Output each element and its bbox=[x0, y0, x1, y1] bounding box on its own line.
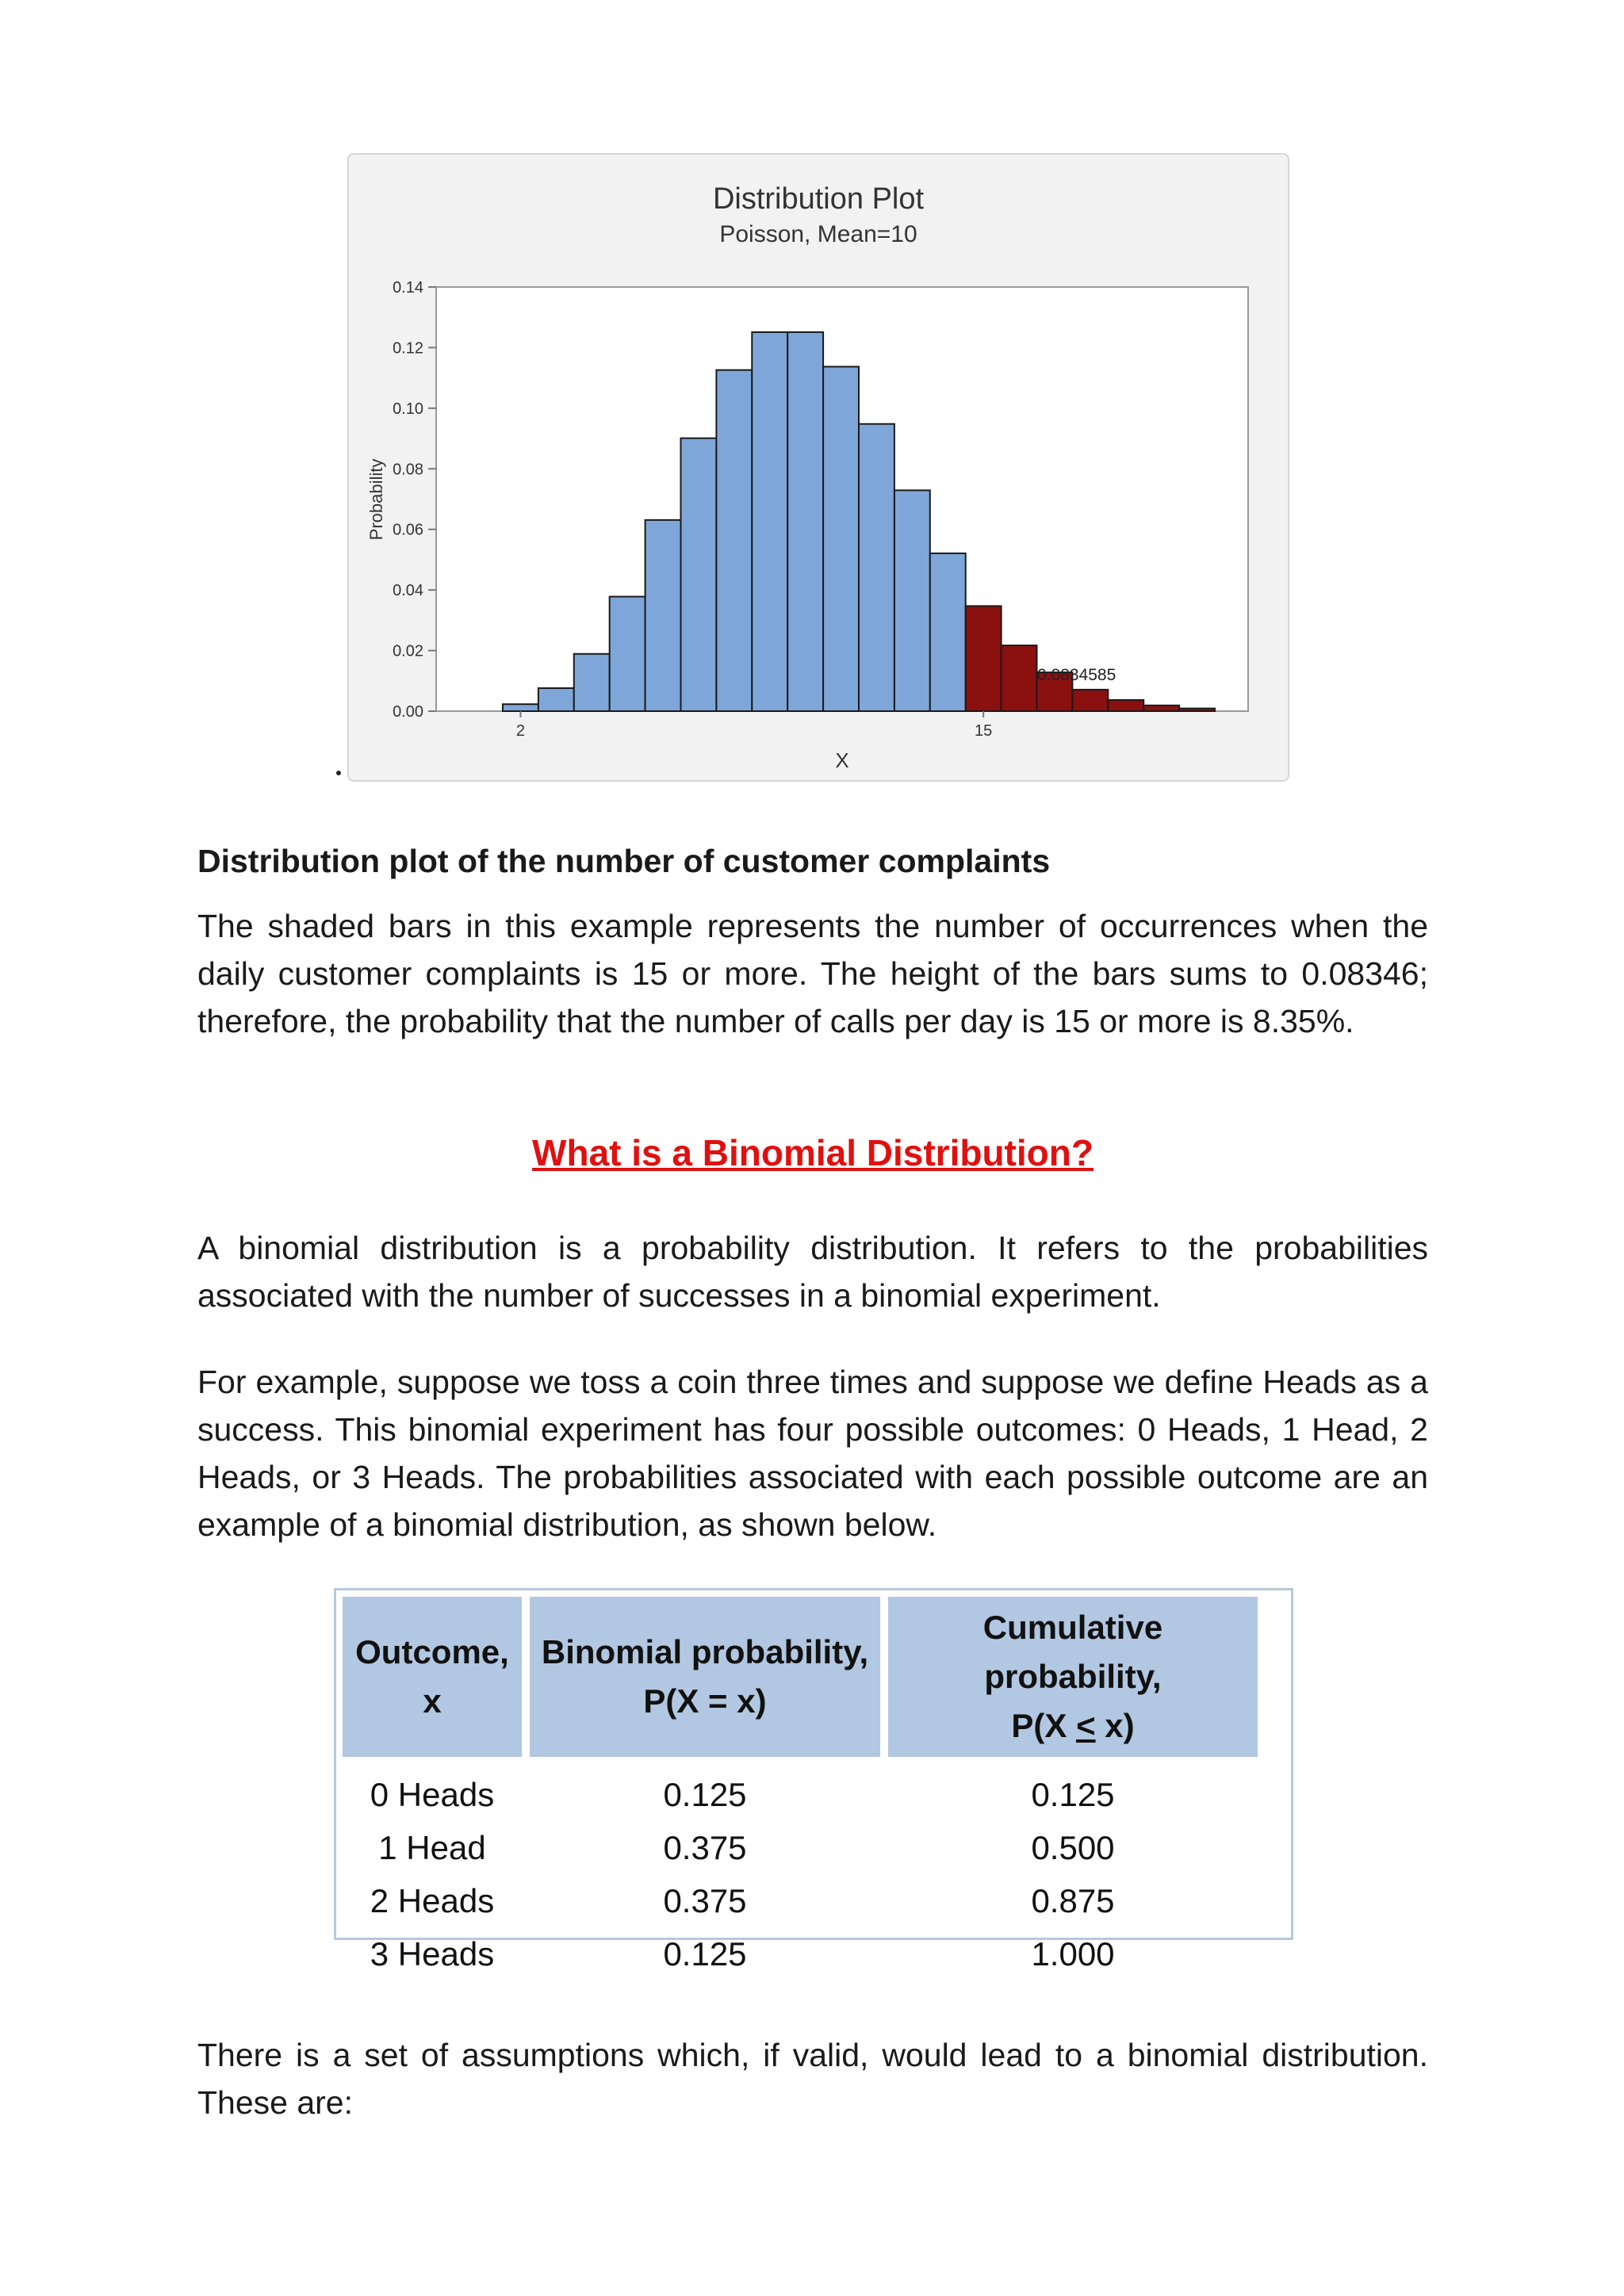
bar bbox=[538, 688, 574, 711]
bar-shaded bbox=[1143, 706, 1179, 711]
bar bbox=[716, 370, 752, 711]
bar-shaded bbox=[1179, 709, 1215, 711]
y-tick-label: 0.02 bbox=[393, 642, 423, 660]
bar bbox=[503, 704, 538, 711]
y-axis-label: Probability bbox=[366, 458, 386, 541]
cell-binomial: 0.125 bbox=[663, 1935, 747, 1973]
table-row bbox=[343, 1757, 1258, 1821]
x-tick-label: 15 bbox=[975, 722, 993, 740]
y-tick-label: 0.00 bbox=[393, 703, 423, 721]
tail-probability-annotation: 0.0834585 bbox=[1037, 666, 1116, 684]
section-heading-binomial: What is a Binomial Distribution? bbox=[532, 1132, 1094, 1173]
table-row bbox=[343, 1927, 1258, 1980]
bar bbox=[823, 367, 859, 711]
y-tick-label: 0.14 bbox=[393, 279, 423, 297]
bar bbox=[645, 520, 681, 711]
bar bbox=[681, 438, 717, 711]
x-tick-label: 2 bbox=[515, 722, 526, 740]
y-tick-label: 0.10 bbox=[393, 400, 423, 418]
cell-outcome: 1 Head bbox=[378, 1829, 486, 1866]
cell-outcome: 2 Heads bbox=[370, 1882, 495, 1919]
table-row bbox=[343, 1821, 1258, 1874]
x-axis-label: X bbox=[835, 748, 849, 772]
bar bbox=[930, 553, 966, 711]
less-equal-symbol: < bbox=[1076, 1707, 1096, 1744]
header-binomial-probability bbox=[530, 1597, 880, 1757]
header-outcome-line1: Outcome, bbox=[355, 1633, 509, 1670]
cell-cumulative: 0.875 bbox=[1031, 1882, 1115, 1919]
cell-binomial: 0.125 bbox=[663, 1776, 747, 1813]
bar bbox=[610, 597, 645, 711]
header-binomial-line2: P(X = x) bbox=[643, 1682, 767, 1720]
table-header-row bbox=[343, 1597, 1258, 1757]
y-tick-label: 0.04 bbox=[393, 582, 423, 600]
bar bbox=[859, 424, 894, 711]
cell-outcome: 0 Heads bbox=[370, 1776, 495, 1813]
bar-shaded bbox=[1072, 690, 1108, 711]
paragraph-binomial-definition: A binomial distribution is a probability distribution. It refers to the probabilities associated with the number of successes in a binomial experiment. bbox=[197, 1230, 1428, 1314]
bar bbox=[752, 332, 787, 711]
bar-shaded bbox=[966, 606, 1002, 711]
distribution-plot-chart bbox=[0, 0, 1624, 793]
cell-outcome: 3 Heads bbox=[370, 1935, 495, 1973]
header-outcome-line2: x bbox=[423, 1682, 442, 1720]
cell-binomial: 0.375 bbox=[663, 1829, 747, 1866]
table-row bbox=[343, 1874, 1258, 1927]
cell-binomial: 0.375 bbox=[663, 1882, 747, 1919]
paragraph-shaded-bars: The shaded bars in this example represents the number of occurrences when the daily customer complaints is 15 or more. The height of the bars sums to 0.08346; therefore, the probability that the number of calls per day is 15 or more is 8.35%. bbox=[197, 908, 1428, 1039]
paragraph-coin-example: For example, suppose we toss a coin three times and suppose we define Heads as a success. This binomial experiment has four possible outcomes: 0 Heads, 1 Head, 2 Heads, or 3 Heads. The probabilities associated with each possible outcome are an example of a binomial distribution, as shown below. bbox=[197, 1364, 1428, 1543]
binomial-probability-table bbox=[335, 1597, 1266, 1980]
header-binomial-line1: Binomial probability, bbox=[541, 1633, 869, 1670]
cell-cumulative: 1.000 bbox=[1031, 1935, 1115, 1973]
bar bbox=[894, 490, 930, 711]
paragraph-assumptions: There is a set of assumptions which, if valid, would lead to a binomial distribution. These are: bbox=[197, 2037, 1428, 2121]
cell-cumulative: 0.125 bbox=[1031, 1776, 1115, 1813]
stray-bullet bbox=[336, 771, 341, 775]
bar bbox=[574, 654, 610, 711]
chart-subtitle: Poisson, Mean=10 bbox=[719, 221, 917, 247]
bar-shaded bbox=[1108, 700, 1143, 711]
bar bbox=[787, 332, 823, 711]
chart-title: Distribution Plot bbox=[712, 182, 925, 216]
bar-shaded bbox=[1002, 645, 1037, 711]
y-tick-label: 0.06 bbox=[393, 521, 423, 539]
header-outcome bbox=[343, 1597, 522, 1757]
y-tick-label: 0.12 bbox=[393, 339, 423, 358]
y-tick-label: 0.08 bbox=[393, 461, 423, 479]
figure-caption: Distribution plot of the number of customer complaints bbox=[197, 843, 1051, 879]
header-cumulative-probability bbox=[888, 1597, 1258, 1757]
header-cumulative-line2-pre: P(X bbox=[1011, 1707, 1077, 1744]
binomial-table-frame bbox=[334, 1588, 1293, 1973]
header-cumulative-line2 bbox=[896, 1701, 1250, 1751]
cell-cumulative: 0.500 bbox=[1031, 1829, 1115, 1866]
header-cumulative-line2-post: x) bbox=[1095, 1707, 1135, 1744]
header-cumulative-line1: Cumulative probability, bbox=[982, 1609, 1163, 1695]
